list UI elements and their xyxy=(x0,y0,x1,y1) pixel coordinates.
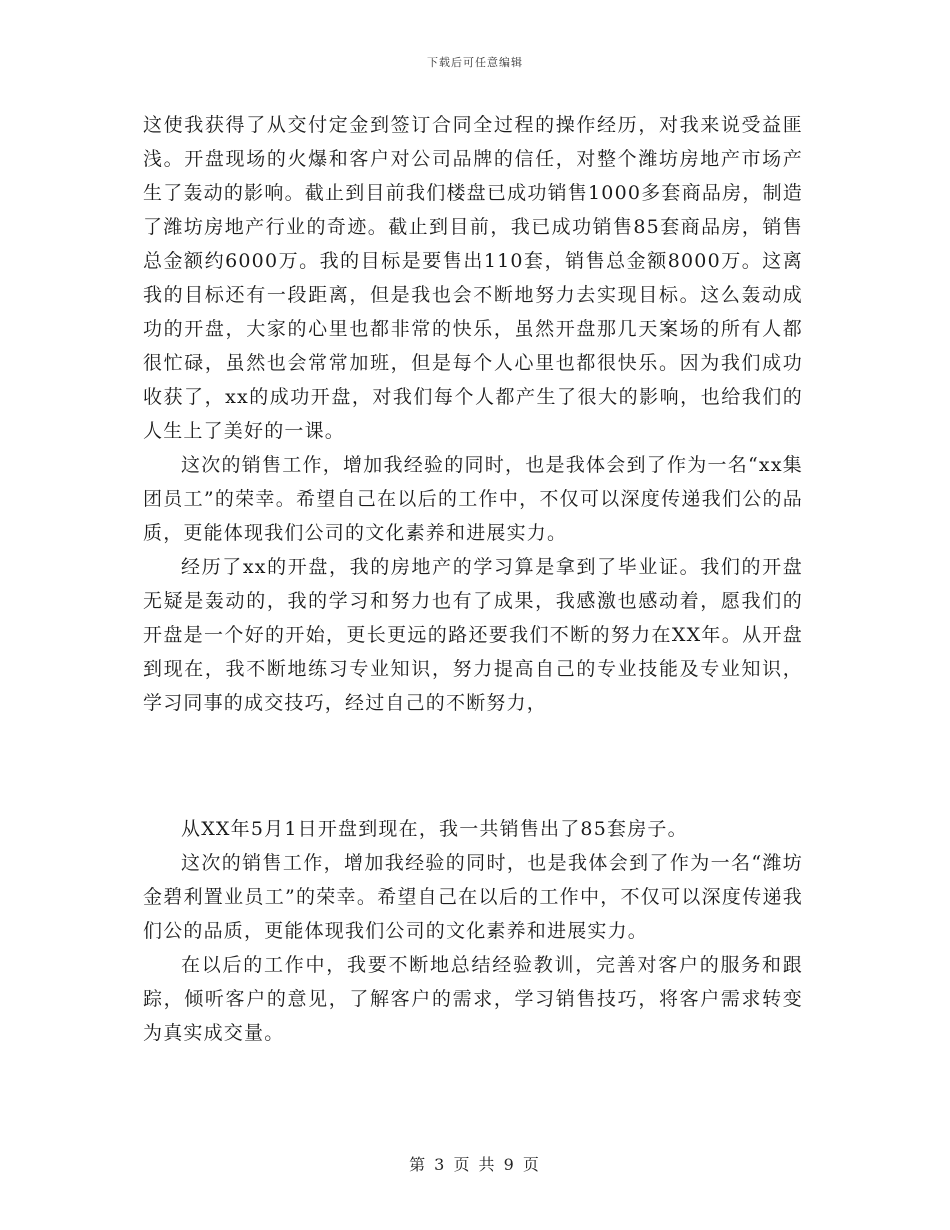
body-paragraph: 经历了xx的开盘，我的房地产的学习算是拿到了毕业证。我们的开盘无疑是轰动的，我的学习和努力也有了成果，我感激也感动着，愿我们的开盘是一个好的开始，更长更远的路还要我们不断的努力在XX年。从开盘到现在，我不断地练习专业知识，努力提高自己的专业技能及专业知识，学习同事的成交技巧，经过自己的不断努力， xyxy=(143,556,803,714)
body-paragraph: 这次的销售工作，增加我经验的同时，也是我体会到了作为一名“xx集团员工”的荣幸。希望自己在以后的工作中，不仅可以深度传递我们公的品质，更能体现我们公司的文化素养和进展实力。 xyxy=(143,454,803,544)
body-section-two xyxy=(143,812,803,1050)
body-paragraph: 这使我获得了从交付定金到签订合同全过程的操作经历，对我来说受益匪浅。开盘现场的火爆和客户对公司品牌的信任，对整个潍坊房地产市场产生了轰动的影响。截止到目前我们楼盘已成功销售1000多套商品房，制造了潍坊房地产行业的奇迹。截止到目前，我已成功销售85套商品房，销售总金额约6000万。我的目标是要售出110套，销售总金额8000万。这离我的目标还有一段距离，但是我也会不断地努力去实现目标。这么轰动成功的开盘，大家的心里也都非常的快乐，虽然开盘那几天案场的所有人都很忙碌，虽然也会常常加班，但是每个人心里也都很快乐。因为我们成功收获了，xx的成功开盘，对我们每个人都产生了很大的影响，也给我们的人生上了美好的一课。 xyxy=(143,114,803,442)
page-header-note: 下载后可任意编辑 xyxy=(427,56,523,69)
body-paragraph: 这次的销售工作，增加我经验的同时，也是我体会到了作为一名“潍坊金碧利置业员工”的荣幸。希望自己在以后的工作中，不仅可以深度传递我们公的品质，更能体现我们公司的文化素养和进展实力。 xyxy=(143,852,803,942)
page-number-footer: 第 3 页 共 9 页 xyxy=(409,1155,541,1174)
body-paragraph: 从XX年5月1日开盘到现在，我一共销售出了85套房子。 xyxy=(181,818,688,840)
body-section-one xyxy=(143,108,803,720)
body-paragraph: 在以后的工作中，我要不断地总结经验教训，完善对客户的服务和跟踪，倾听客户的意见，了解客户的需求，学习销售技巧，将客户需求转变为真实成交量。 xyxy=(143,954,803,1044)
